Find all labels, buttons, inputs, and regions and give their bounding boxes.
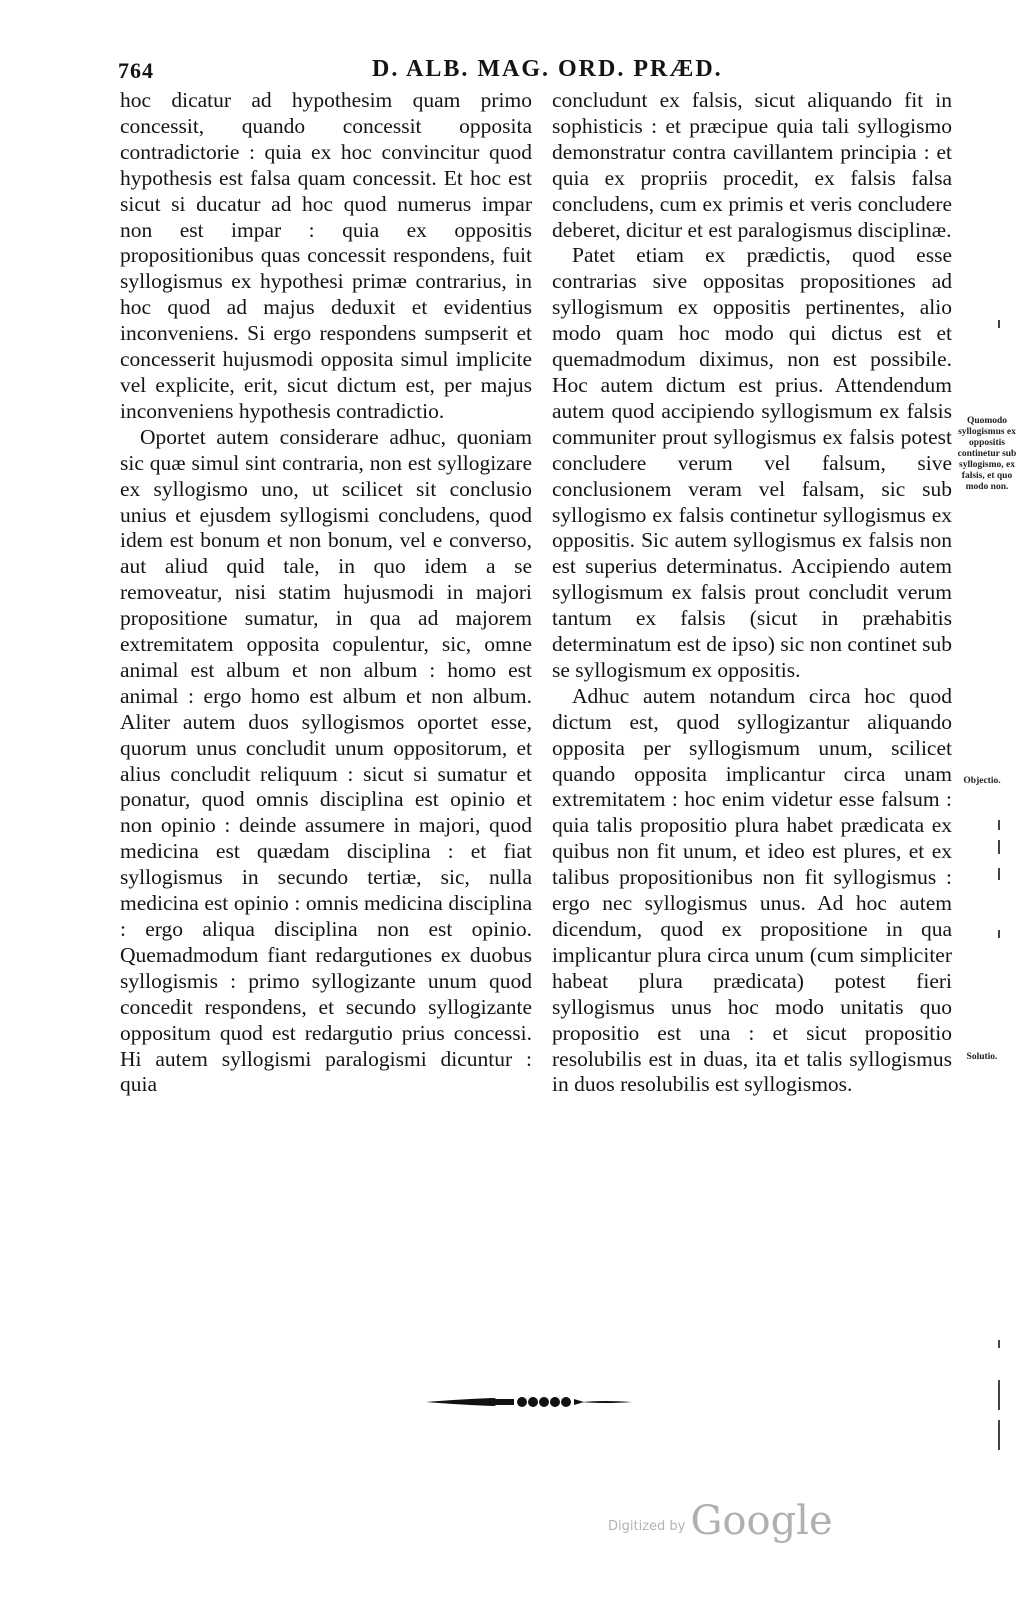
left-paragraph-2: Oportet autem considerare adhuc, quoniam sic quæ simul sint contraria, non est syllogizare ex syllogismo uno, ut scilicet sit conclusio unius et ejusdem syllogismi concludens, quod idem est bonum et non bonum, vel e converso, aut aliud quid tale, in quo idem a se removeatur, nisi statim hujusmodi in majori propositione sumatur, in qua ad majorem extremitatem opposita copulentur, sic, omne animal est album et non album : homo est animal : ergo homo est album et non album. Aliter autem duos syllogismos oportet esse, quorum unus concludit unum oppositorum, et alius concludit reliquum : sicut si sumatur et ponatur, quod omnis disciplina est opinio et non opinio : deinde assumere in majori, quod medicina est quædam disciplina : et fiat syllogismus in secundo tertiæ, sic, nulla medicina est opinio : omnis medicina disciplina : ergo aliqua disciplina non est opinio. Quemadmodum fiant redargutiones ex duobus syllogismis : primo syllogizante unum quod concedit respondens, et secundo syllogizante oppositum quod est redargutio prius concessi. Hi autem syllogismi paralogismi dicuntur : quia xyxy=(120,424,532,1097)
left-paragraph-1: hoc dicatur ad hypothesim quam primo concessit, quando concessit opposita contradictorie : quia ex hoc convincitur quod hypothesis est falsa quam concessit. Et hoc est sicut si ducatur ad hoc quod numerus impar non est impar : quia ex oppositis propositionibus quas concessit respondens, fuit syllogismus ex hypothesi primæ contrarius, in hoc quod ad majus deduxit et evidentius inconveniens. Si ergo respondens sumpserit et concesserit hujusmodi opposita simul implicite vel explicite, erit, sicut dictum est, per majus inconveniens hypothesis contradictio. xyxy=(120,88,532,423)
right-paragraph-2: Patet etiam ex prædictis, quod esse contrarias sive oppositas propositiones ad syllogismum ex oppositis pertinentes, alio modo quam hoc modo qui dictus est et quemadmodum diximus, non est possibile. Hoc autem dictum est prius. Attendendum autem quod accipiendo syllogismum ex falsis communiter prout syllogismus ex falsis potest concludere verum vel falsum, sive conclusionem veram vel falsam, sic sub syllogismo ex falsis continetur syllogismus ex oppositis. Sic autem syllogismus ex falsis non est superius determinatus. Accipiendo autem syllogismum ex falsis prout concludit verum tantum ex falsis (sicut in præhabitis determinatum est de ipso) sic non continet sub se syllogismum ex oppositis. xyxy=(552,243,952,682)
digitized-label: Digitized by xyxy=(608,1519,686,1534)
margin-note-quomodo: Quomodo syllogismus ex oppositis continetur sub syllogismo, ex falsis, et quo modo non. xyxy=(957,416,1017,492)
margin-note-solutio: Solutio. xyxy=(966,1052,998,1062)
digitized-watermark xyxy=(608,1498,833,1544)
google-logo: Google xyxy=(690,1498,833,1544)
page-edge-marks xyxy=(996,320,1002,1450)
right-paragraph-1: concludunt ex falsis, sicut aliquando fit in sophisticis : et præcipue quia tali syllogismo demonstratur contra cavillantem principia : et quia ex propriis procedit, ex falsis falsa concludens, cum ex primis et veris concludere deberet, dicitur et est paralogismus disciplinæ. xyxy=(552,88,952,242)
running-head: D. ALB. MAG. ORD. PRÆD. xyxy=(372,56,723,82)
end-ornament xyxy=(424,1392,634,1412)
right-column xyxy=(552,88,952,1098)
right-paragraph-3: Adhuc autem notandum circa hoc quod dictum est, quod syllogizantur aliquando opposita per syllogismum unum, scilicet quando opposita implicantur circa unam extremitatem : hoc enim videtur esse falsum : quia talis propositio plura habet prædicata ex quibus non fit unum, et ideo est plures, et ex talibus propositionibus non fit syllogismus : ergo nec syllogismus unus. Ad hoc autem dicendum, quod ex propositione in qua implicantur plura circa unum (cum simpliciter habeat plura prædicata) potest fieri syllogismus unus hoc modo unitatis quo propositio est una : et sicut propositio resolubilis est in duas, ita et talis syllogismus in duos resolubilis est syllogismos. xyxy=(552,683,952,1097)
margin-note-objectio: Objectio. xyxy=(963,776,1001,786)
left-column xyxy=(120,88,532,1098)
page-number: 764 xyxy=(118,58,154,83)
